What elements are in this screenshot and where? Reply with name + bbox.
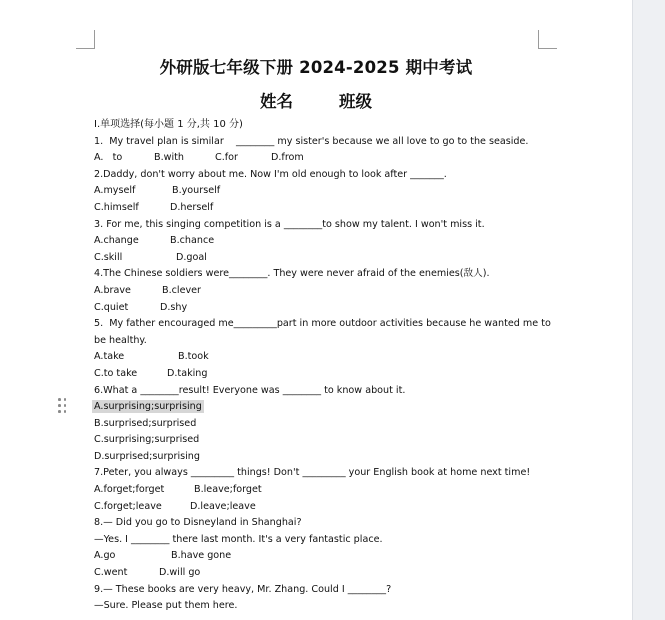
option-row bbox=[94, 300, 554, 317]
option-item: C.to take bbox=[94, 367, 138, 379]
question-line bbox=[94, 532, 554, 549]
option-row bbox=[94, 283, 554, 300]
option-item: A.go bbox=[94, 550, 116, 562]
question-line bbox=[94, 515, 554, 532]
line-text: 1. My travel plan is similar ________ my sister's because we all love to go to the seaside. bbox=[94, 135, 529, 147]
option-row bbox=[94, 565, 554, 582]
option-item: B.yourself bbox=[172, 185, 221, 197]
line-text: 5. My father encouraged me_________part in more outdoor activities because he wanted me to bbox=[94, 318, 551, 330]
line-text: 8.— Did you go to Disneyland in Shanghai? bbox=[94, 517, 302, 529]
question-line bbox=[94, 217, 554, 234]
option-item: B.with bbox=[154, 152, 184, 164]
question-line bbox=[94, 449, 554, 466]
line-text: D.surprised;surprising bbox=[94, 450, 200, 462]
option-row bbox=[94, 499, 554, 516]
option-item: B.have gone bbox=[171, 550, 232, 562]
scrollbar-track[interactable] bbox=[632, 0, 665, 620]
option-item: D.herself bbox=[170, 201, 214, 213]
question-line bbox=[94, 465, 554, 482]
section-heading: Ⅰ.单项选择(每小题 1 分,共 10 分) bbox=[94, 119, 243, 130]
line-text: B.surprised;surprised bbox=[94, 417, 197, 429]
line-text: —Sure. Please put them here. bbox=[94, 600, 238, 612]
line-text: 6.What a ________result! Everyone was ________ to know about it. bbox=[94, 384, 406, 396]
name-class-row bbox=[0, 88, 632, 112]
crop-mark-top-right bbox=[538, 30, 557, 49]
name-label: 姓名 bbox=[260, 92, 293, 111]
option-item: C.quiet bbox=[94, 301, 129, 313]
option-item: C.for bbox=[215, 152, 238, 164]
question-line bbox=[94, 134, 554, 151]
question-line bbox=[94, 582, 554, 599]
question-line bbox=[94, 167, 554, 184]
crop-mark-top-left bbox=[76, 30, 95, 49]
line-text: C.surprising;surprised bbox=[94, 434, 200, 446]
line-text: —Yes. I ________ there last month. It's a very fantastic place. bbox=[94, 533, 383, 545]
option-item: B.clever bbox=[162, 284, 201, 296]
question-line bbox=[94, 399, 554, 416]
option-item: A.forget;forget bbox=[94, 484, 165, 496]
exam-body bbox=[94, 117, 554, 615]
drag-handle-icon[interactable] bbox=[58, 398, 68, 414]
question-line bbox=[94, 416, 554, 433]
document-title: 外研版七年级下册 2024-2025 期中考试 bbox=[159, 58, 473, 77]
option-item: D.goal bbox=[176, 251, 207, 263]
option-item: B.took bbox=[178, 351, 209, 363]
option-row bbox=[94, 366, 554, 383]
option-item: A. to bbox=[94, 152, 123, 164]
option-item: D.will go bbox=[159, 567, 201, 579]
line-text: 9.— These books are very heavy, Mr. Zhang. Could I ________? bbox=[94, 583, 392, 595]
line-text: 3. For me, this singing competition is a ________to show my talent. I won't miss it. bbox=[94, 218, 485, 230]
option-item: C.himself bbox=[94, 201, 139, 213]
question-line bbox=[94, 598, 554, 615]
selected-option-text[interactable]: A.surprising;surprising bbox=[94, 401, 202, 413]
class-label: 班级 bbox=[339, 92, 372, 111]
option-item: C.forget;leave bbox=[94, 500, 162, 512]
option-item: C.went bbox=[94, 567, 128, 579]
option-row bbox=[94, 548, 554, 565]
option-row bbox=[94, 482, 554, 499]
option-row bbox=[94, 183, 554, 200]
line-text: 7.Peter, you always _________ things! Don't _________ your English book at home next time! bbox=[94, 467, 531, 479]
option-item: B.chance bbox=[170, 235, 215, 247]
line-text: 4.The Chinese soldiers were________. They were never afraid of the enemies(敌人). bbox=[94, 268, 490, 280]
option-row bbox=[94, 200, 554, 217]
question-line bbox=[94, 333, 554, 350]
option-item: C.skill bbox=[94, 251, 123, 263]
question-line bbox=[94, 266, 554, 283]
option-item: D.from bbox=[271, 152, 304, 164]
question-line bbox=[94, 316, 554, 333]
question-line bbox=[94, 432, 554, 449]
option-row bbox=[94, 233, 554, 250]
option-item: D.shy bbox=[160, 301, 188, 313]
option-item: A.myself bbox=[94, 185, 136, 197]
line-text: be healthy. bbox=[94, 334, 147, 346]
option-item: A.brave bbox=[94, 284, 131, 296]
option-row bbox=[94, 150, 554, 167]
option-item: A.change bbox=[94, 235, 139, 247]
option-item: D.taking bbox=[167, 367, 208, 379]
option-row bbox=[94, 349, 554, 366]
option-row bbox=[94, 250, 554, 267]
option-item: A.take bbox=[94, 351, 125, 363]
option-item: B.leave;forget bbox=[194, 484, 262, 496]
question-line bbox=[94, 383, 554, 400]
line-text: 2.Daddy, don't worry about me. Now I'm old enough to look after _______. bbox=[94, 168, 447, 180]
option-item: D.leave;leave bbox=[190, 500, 256, 512]
